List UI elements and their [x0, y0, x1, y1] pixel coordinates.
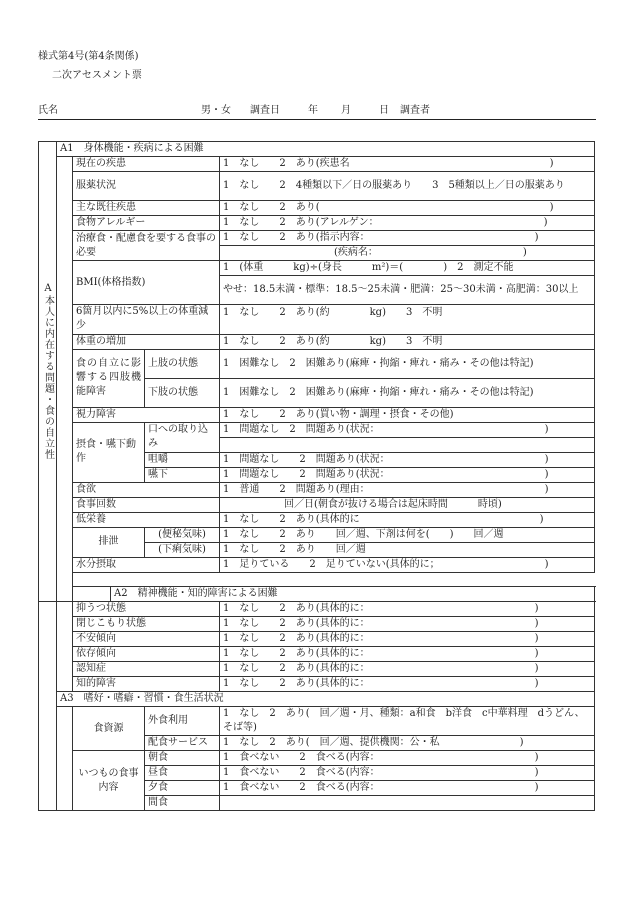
a1-value-chew[interactable]: 1 問題なし 2 問題あり(状況： ) [220, 452, 595, 467]
a1-label-excretion: 排泄 [73, 527, 145, 557]
a1-value-water[interactable]: 1 足りている 2 足りていない(具体的に； ) [220, 557, 595, 572]
header-underline [38, 119, 596, 120]
a1-value-appetite[interactable]: 1 普通 2 問題あり(理由： ) [220, 482, 595, 497]
a1-label-water: 水分摂取 [73, 557, 220, 572]
a2-value-depression[interactable]: 1 なし 2 あり(具体的に： ) [220, 602, 595, 617]
a1-value-constipation[interactable]: 1 なし 2 あり 回／週、下剤は何を( ) 回／週 [220, 527, 595, 542]
sex-label: 男・女 [201, 105, 231, 116]
a2-value-dementia[interactable]: 1 なし 2 あり(具体的に： ) [220, 662, 595, 677]
a1-title: A1 身体機能・疾病による困難 [57, 142, 595, 157]
a1-label-medication: 服薬状況 [73, 172, 220, 201]
a1-label-diarrhea: (下痢気味) [145, 542, 220, 557]
a1-value-bmi-2[interactable]: やせ：18.5未満・標準：18.5～25未満・肥満：25～30未満・高肥満：30以上 [220, 276, 595, 305]
a3-label-eating-out: 外食利用 [145, 707, 220, 736]
section-vertical-label: A本人に内在する問題・食の自立性 [39, 142, 57, 602]
a3-label-food-source: 食資源 [73, 707, 145, 751]
a1-label-swallow-action: 摂食・嚥下動作 [73, 422, 145, 482]
a3-label-snack: 間食 [145, 796, 220, 811]
day-label: 日 [379, 105, 389, 116]
a1-value-bmi-1[interactable]: 1 (体重 kg)÷(身長 m²)＝( ) 2 測定不能 [220, 261, 595, 276]
a2-vertical-spacer [73, 587, 111, 602]
a2-label-dependence: 依存傾向 [73, 647, 220, 662]
a2-indent [57, 602, 73, 692]
a2-label-depression: 抑うつ状態 [73, 602, 220, 617]
a3-value-lunch[interactable]: 1 食べない 2 食べる(内容： ) [220, 766, 595, 781]
name-label: 氏名 [38, 105, 58, 116]
a1-label-undernutrition: 低栄養 [73, 512, 220, 527]
a2-title: A2 精神機能・知的障害による困難 [111, 587, 595, 602]
a1-value-therapeutic-diet-1[interactable]: 1 なし 2 あり(指示内容： ) [220, 231, 595, 246]
a3-label-delivery: 配食サービス [145, 736, 220, 751]
a3-title: A3 嗜好・嗜癖・習慣・食生活状況 [57, 692, 595, 707]
a1-value-past-disease[interactable]: 1 なし 2 あり( ) [220, 201, 595, 216]
assessment-table [38, 141, 595, 811]
a1-label-upper-limb: 上肢の状態 [145, 349, 220, 378]
a1-value-meal-count[interactable]: 回／日(朝食が抜ける場合は起床時間 時頃) [220, 497, 595, 512]
month-label: 月 [341, 105, 351, 116]
a1-label-limbs: 食の自立に影響する四肢機能障害 [73, 349, 145, 407]
a2-value-withdrawal[interactable]: 1 なし 2 あり(具体的に： ) [220, 617, 595, 632]
a1-label-allergy: 食物アレルギー [73, 216, 220, 231]
a1-value-diarrhea[interactable]: 1 なし 2 あり 回／週 [220, 542, 595, 557]
a3-value-snack[interactable] [220, 796, 595, 811]
a2-label-anxiety: 不安傾向 [73, 632, 220, 647]
a3-value-dinner[interactable]: 1 食べない 2 食べる(内容： ) [220, 781, 595, 796]
a1-spacer [73, 572, 595, 587]
a-lower-vertical-spacer [39, 602, 57, 811]
form-title: 二次アセスメント票 [52, 70, 142, 81]
a1-value-swallow[interactable]: 1 問題なし 2 問題あり(状況： ) [220, 467, 595, 482]
date-label: 調査日 [250, 105, 280, 116]
a1-label-weight-gain: 体重の増加 [73, 334, 220, 349]
a1-label-constipation: (便秘気味) [145, 527, 220, 542]
a1-value-weight-gain[interactable]: 1 なし 2 あり(約 kg) 3 不明 [220, 334, 595, 349]
a1-indent [57, 157, 73, 602]
investigator-label: 調査者 [400, 105, 430, 116]
a1-label-vision: 視力障害 [73, 407, 220, 422]
a1-label-weight-loss: 6箇月以内に5%以上の体重減少 [73, 305, 220, 334]
a1-value-weight-loss[interactable]: 1 なし 2 あり(約 kg) 3 不明 [220, 305, 595, 334]
a1-label-swallow: 嚥下 [145, 467, 220, 482]
a3-value-breakfast[interactable]: 1 食べない 2 食べる(内容： ) [220, 751, 595, 766]
a3-value-eating-out[interactable]: 1 なし 2 あり( 回／週・月、種類：a和食 b洋食 c中華料理 dうどん、そば等) [220, 707, 595, 736]
a3-label-dinner: 夕食 [145, 781, 220, 796]
a1-label-bmi: BMI(体格指数) [73, 261, 220, 305]
year-label: 年 [308, 105, 318, 116]
a2-value-anxiety[interactable]: 1 なし 2 あり(具体的に： ) [220, 632, 595, 647]
a2-label-intellectual: 知的障害 [73, 677, 220, 692]
a1-value-lower-limb[interactable]: 1 困難なし 2 困難あり(麻痺・拘縮・痺れ・痛み・その他は特記) [220, 378, 595, 407]
a1-label-intake: 口への取り込み [145, 422, 220, 452]
a1-value-upper-limb[interactable]: 1 困難なし 2 困難あり(麻痺・拘縮・痺れ・痛み・その他は特記) [220, 349, 595, 378]
a1-label-chew: 咀嚼 [145, 452, 220, 467]
a1-value-medication[interactable]: 1 なし 2 4種類以下／日の服薬あり 3 5種類以上／日の服薬あり [220, 172, 595, 201]
a3-label-breakfast: 朝食 [145, 751, 220, 766]
a1-label-therapeutic-diet: 治療食・配慮食を要する食事の必要 [73, 231, 220, 261]
a1-label-lower-limb: 下肢の状態 [145, 378, 220, 407]
a2-label-dementia: 認知症 [73, 662, 220, 677]
a1-label-appetite: 食欲 [73, 482, 220, 497]
a3-value-delivery[interactable]: 1 なし 2 あり( 回／週、提供機関：公・私 ) [220, 736, 595, 751]
a2-value-dependence[interactable]: 1 なし 2 あり(具体的に： ) [220, 647, 595, 662]
a2-value-intellectual[interactable]: 1 なし 2 あり(具体的に： ) [220, 677, 595, 692]
a3-label-usual-meals: いつもの食事内容 [73, 751, 145, 811]
a1-value-current-disease[interactable]: 1 なし 2 あり(疾患名 ) [220, 157, 595, 172]
a2-label-withdrawal: 閉じこもり状態 [73, 617, 220, 632]
a1-label-current-disease: 現在の疾患 [73, 157, 220, 172]
a1-value-therapeutic-diet-2[interactable]: (疾病名： ) [220, 246, 595, 261]
a1-label-meal-count: 食事回数 [73, 497, 220, 512]
a3-indent [57, 707, 73, 811]
a1-label-past-disease: 主な既往疾患 [73, 201, 220, 216]
a1-intake-spacer [220, 437, 595, 452]
a1-value-intake[interactable]: 1 問題なし 2 問題あり(状況： ) [220, 422, 595, 437]
a1-value-vision[interactable]: 1 なし 2 あり(買い物・調理・摂食・その他) [220, 407, 595, 422]
a1-value-allergy[interactable]: 1 なし 2 あり(アレルゲン： ) [220, 216, 595, 231]
a3-label-lunch: 昼食 [145, 766, 220, 781]
form-number: 様式第4号(第4条関係) [38, 51, 139, 62]
a1-value-undernutrition[interactable]: 1 なし 2 あり(具体的に ) [220, 512, 595, 527]
